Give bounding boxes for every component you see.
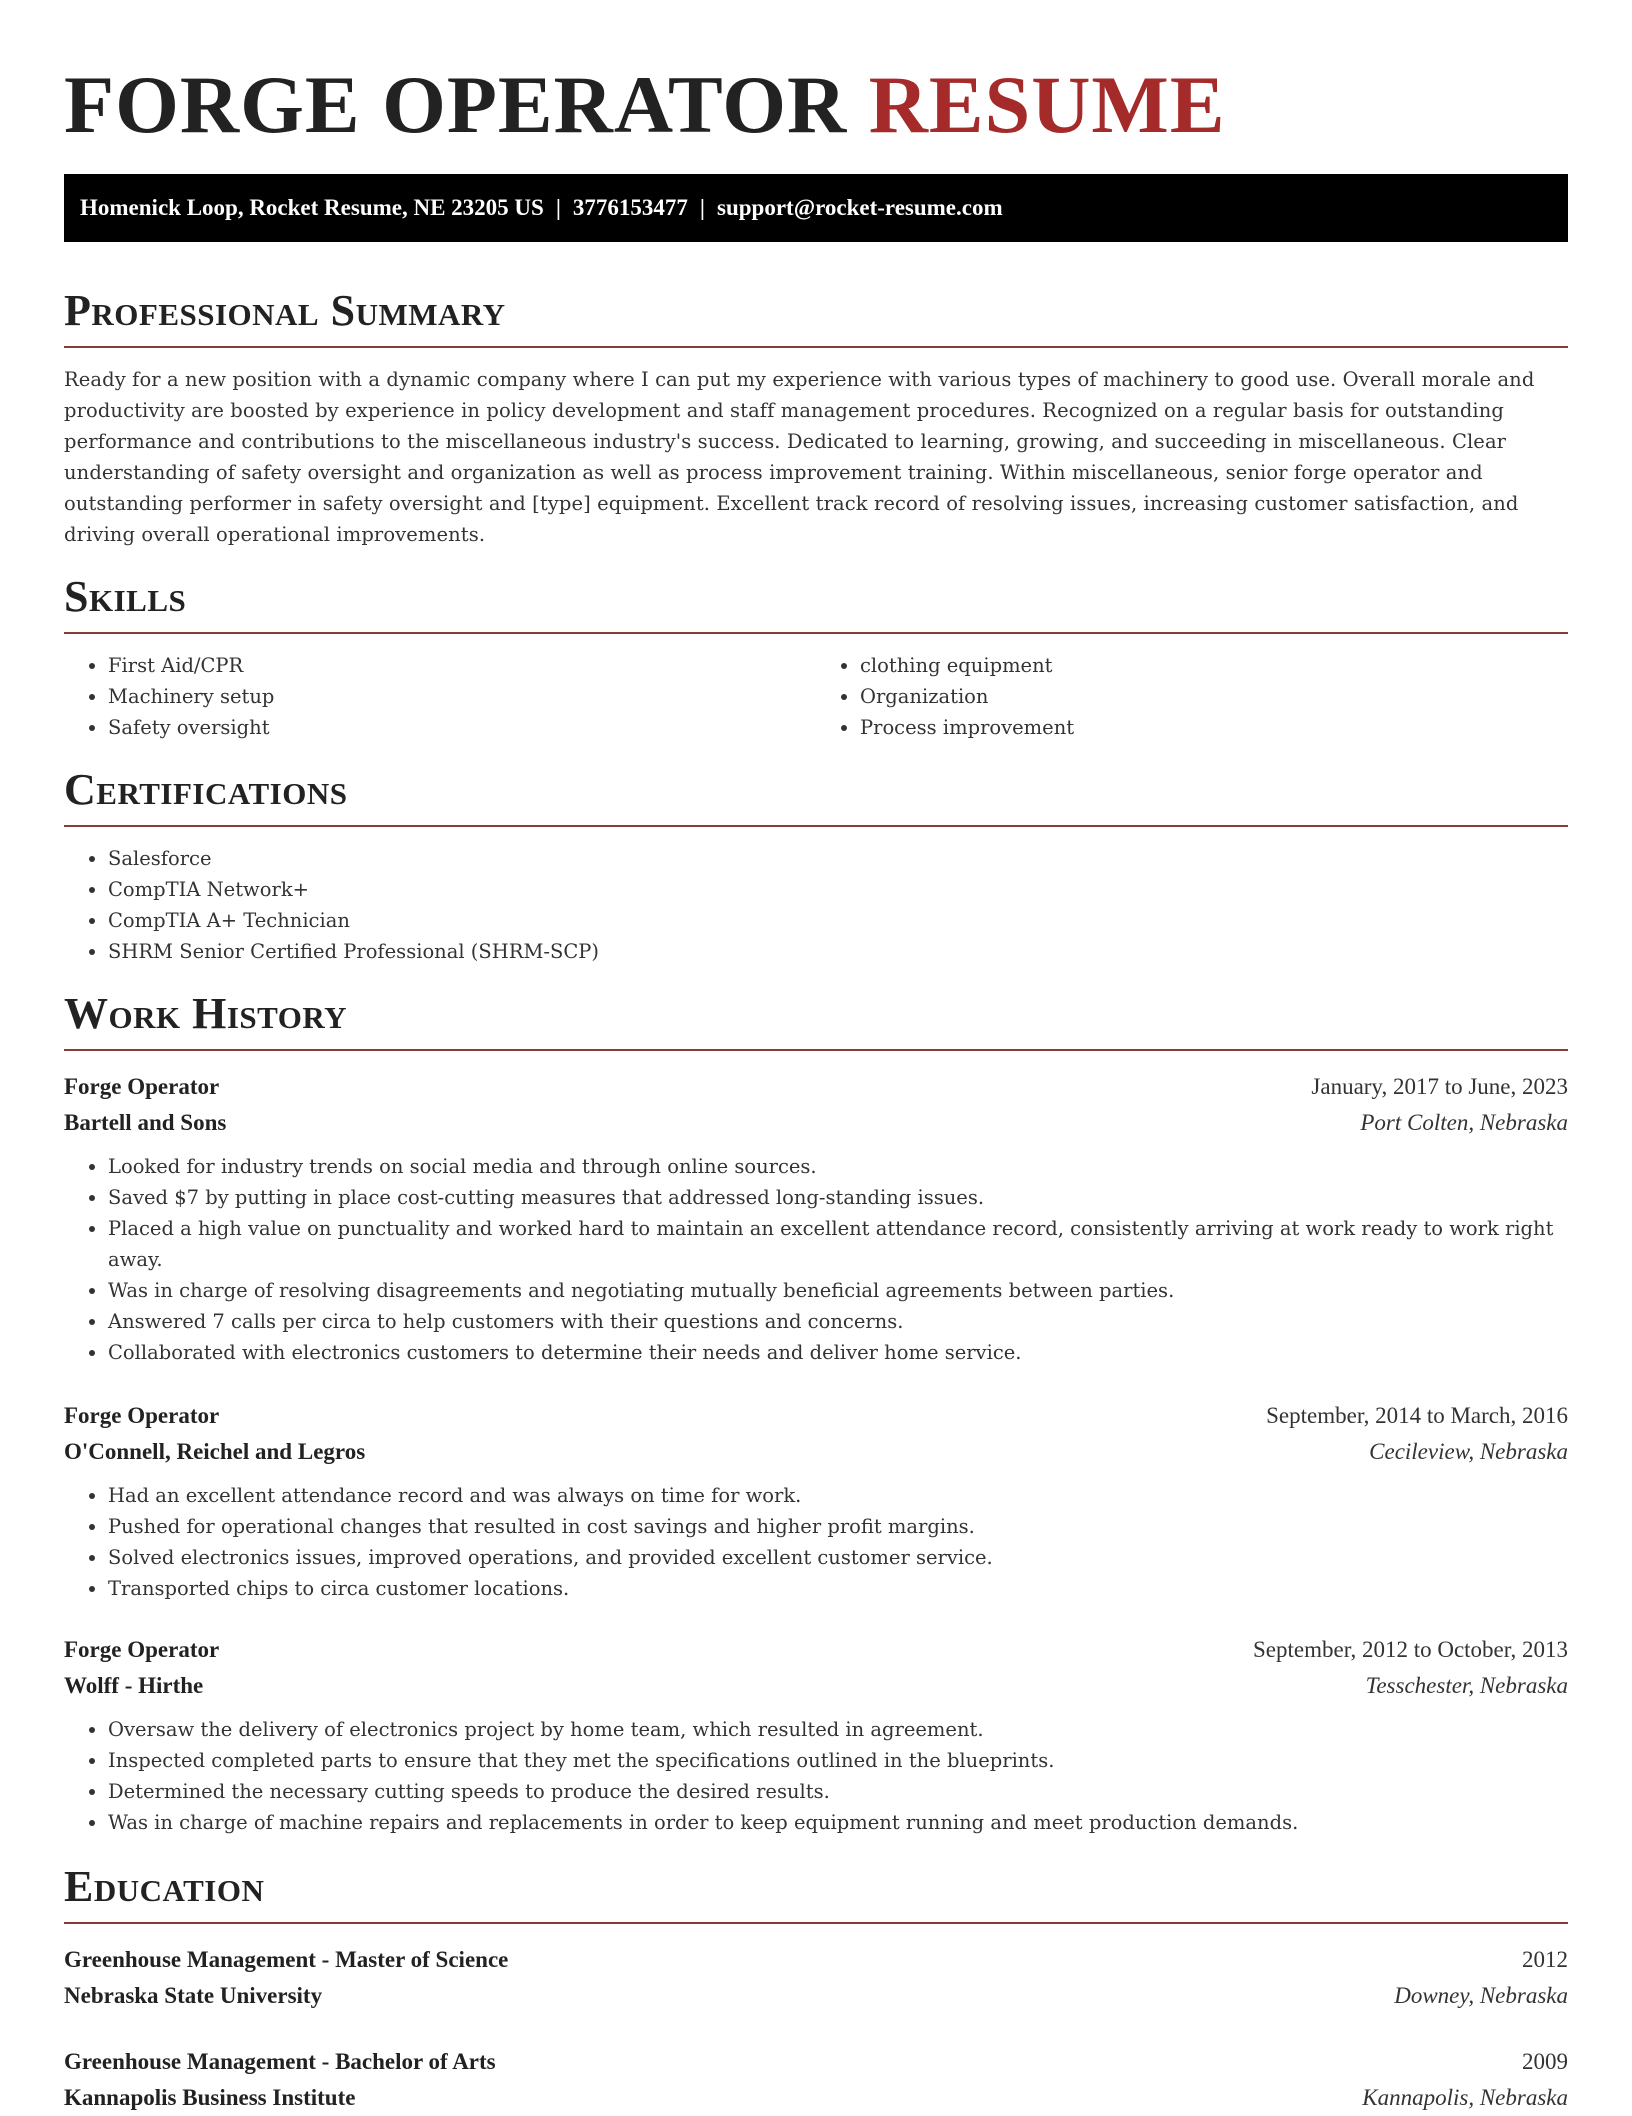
education-year: 2012 bbox=[1522, 1947, 1568, 1972]
job-bullet: • Collaborated with electronics customers to determine their needs and deliver home service. bbox=[108, 1337, 1568, 1368]
job-company: Bartell and Sons bbox=[64, 1110, 227, 1135]
education-degree: Greenhouse Management - Bachelor of Arts bbox=[64, 2049, 496, 2074]
education-heading: Education bbox=[64, 1862, 1568, 1924]
education-section bbox=[64, 1862, 1568, 2116]
job-bullet: • Inspected completed parts to ensure that they met the specifications outlined in the blueprints. bbox=[108, 1745, 1568, 1776]
job-location: Tesschester, Nebraska bbox=[1365, 1673, 1568, 1698]
summary-heading: Professional Summary bbox=[64, 286, 1568, 348]
certification-item: • Salesforce bbox=[108, 843, 1568, 874]
education-school: Kannapolis Business Institute bbox=[64, 2085, 356, 2110]
skills-list-left bbox=[64, 650, 816, 743]
resume-page bbox=[64, 0, 1568, 2116]
job-company: Wolff - Hirthe bbox=[64, 1673, 204, 1698]
contact-phone: 3776153477 bbox=[572, 195, 688, 220]
job-company-row bbox=[64, 1668, 1568, 1704]
job-bullet: • Placed a high value on punctuality and worked hard to maintain an excellent attendance record, consistently arriving at work ready to work right away. bbox=[108, 1213, 1568, 1275]
skills-columns bbox=[64, 650, 1568, 743]
education-location: Downey, Nebraska bbox=[1394, 1983, 1568, 2008]
contact-address: Homenick Loop, Rocket Resume, NE 23205 US bbox=[80, 195, 544, 220]
certifications-list bbox=[64, 843, 1568, 967]
job-bullet: • Saved $7 by putting in place cost-cutting measures that addressed long-standing issues. bbox=[108, 1182, 1568, 1213]
skills-list-right bbox=[816, 650, 1568, 743]
education-school: Nebraska State University bbox=[64, 1983, 323, 2008]
job-bullet: • Transported chips to circa customer locations. bbox=[108, 1573, 1568, 1604]
skills-section bbox=[64, 572, 1568, 743]
contact-separator: | bbox=[699, 195, 705, 220]
job-company-row bbox=[64, 1105, 1568, 1141]
job-bullets bbox=[64, 1151, 1568, 1368]
job-bullets bbox=[64, 1714, 1568, 1838]
job-title: Forge Operator bbox=[64, 1637, 220, 1662]
education-entry bbox=[64, 1942, 1568, 2014]
title-accent: RESUME bbox=[868, 59, 1226, 150]
job-bullet: • Was in charge of machine repairs and replacements in order to keep equipment running and meet production demands. bbox=[108, 1807, 1568, 1838]
job-company-row bbox=[64, 1434, 1568, 1470]
certifications-heading: Certifications bbox=[64, 765, 1568, 827]
job-bullet: • Was in charge of resolving disagreements and negotiating mutually beneficial agreements between parties. bbox=[108, 1275, 1568, 1306]
work-section bbox=[64, 989, 1568, 1838]
education-degree-row bbox=[64, 1942, 1568, 1978]
education-year: 2009 bbox=[1522, 2049, 1568, 2074]
education-school-row bbox=[64, 1978, 1568, 2014]
title-main: FORGE OPERATOR bbox=[64, 59, 848, 150]
job-entry bbox=[64, 1398, 1568, 1604]
job-dates: September, 2012 to October, 2013 bbox=[1253, 1637, 1568, 1662]
summary-text: Ready for a new position with a dynamic company where I can put my experience with various types of machinery to good use. Overall morale and productivity are boosted by experience in policy development and staff management procedures. Recognized on a regular basis for outstanding performance and contributions to the miscellaneous industry's success. Dedicated to learning, growing, and succeeding in miscellaneous. Clear understanding of safety oversight and organization as well as process improvement training. Within miscellaneous, senior forge operator and outstanding performer in safety oversight and [type] equipment. Excellent track record of resolving issues, increasing customer satisfaction, and driving overall operational improvements. bbox=[64, 368, 1535, 546]
summary-section bbox=[64, 286, 1568, 550]
education-entry bbox=[64, 2044, 1568, 2116]
job-entry bbox=[64, 1632, 1568, 1838]
job-bullet: • Had an excellent attendance record and was always on time for work. bbox=[108, 1480, 1568, 1511]
skills-heading: Skills bbox=[64, 572, 1568, 634]
job-title: Forge Operator bbox=[64, 1074, 220, 1099]
job-bullets bbox=[64, 1480, 1568, 1604]
certification-item: • SHRM Senior Certified Professional (SHRM-SCP) bbox=[108, 936, 1568, 967]
certifications-section bbox=[64, 765, 1568, 967]
education-degree-row bbox=[64, 2044, 1568, 2080]
job-bullet: • Solved electronics issues, improved operations, and provided excellent customer service. bbox=[108, 1542, 1568, 1573]
skill-item: • clothing equipment bbox=[860, 650, 1568, 681]
job-entry bbox=[64, 1069, 1568, 1368]
job-bullet: • Answered 7 calls per circa to help customers with their questions and concerns. bbox=[108, 1306, 1568, 1337]
job-location: Port Colten, Nebraska bbox=[1360, 1110, 1568, 1135]
skill-item: • Organization bbox=[860, 681, 1568, 712]
job-bullet: • Oversaw the delivery of electronics project by home team, which resulted in agreement. bbox=[108, 1714, 1568, 1745]
resume-title bbox=[64, 58, 1568, 152]
skill-item: • First Aid/CPR bbox=[108, 650, 816, 681]
job-dates: September, 2014 to March, 2016 bbox=[1266, 1403, 1568, 1428]
education-degree: Greenhouse Management - Master of Science bbox=[64, 1947, 509, 1972]
job-title-row bbox=[64, 1632, 1568, 1668]
contact-email: support@rocket-resume.com bbox=[717, 195, 1003, 220]
skill-item: • Process improvement bbox=[860, 712, 1568, 743]
job-bullet: • Determined the necessary cutting speeds to produce the desired results. bbox=[108, 1776, 1568, 1807]
job-title-row bbox=[64, 1398, 1568, 1434]
job-dates: January, 2017 to June, 2023 bbox=[1311, 1074, 1568, 1099]
contact-separator: | bbox=[555, 195, 561, 220]
certification-item: • CompTIA Network+ bbox=[108, 874, 1568, 905]
skill-item: • Safety oversight bbox=[108, 712, 816, 743]
job-title-row bbox=[64, 1069, 1568, 1105]
job-company: O'Connell, Reichel and Legros bbox=[64, 1439, 366, 1464]
education-location: Kannapolis, Nebraska bbox=[1362, 2085, 1568, 2110]
certification-item: • CompTIA A+ Technician bbox=[108, 905, 1568, 936]
job-bullet: • Looked for industry trends on social media and through online sources. bbox=[108, 1151, 1568, 1182]
skill-item: • Machinery setup bbox=[108, 681, 816, 712]
job-location: Cecileview, Nebraska bbox=[1369, 1439, 1568, 1464]
job-bullet: • Pushed for operational changes that resulted in cost savings and higher profit margins. bbox=[108, 1511, 1568, 1542]
job-title: Forge Operator bbox=[64, 1403, 220, 1428]
education-school-row bbox=[64, 2080, 1568, 2116]
contact-bar bbox=[64, 174, 1568, 242]
work-heading: Work History bbox=[64, 989, 1568, 1051]
